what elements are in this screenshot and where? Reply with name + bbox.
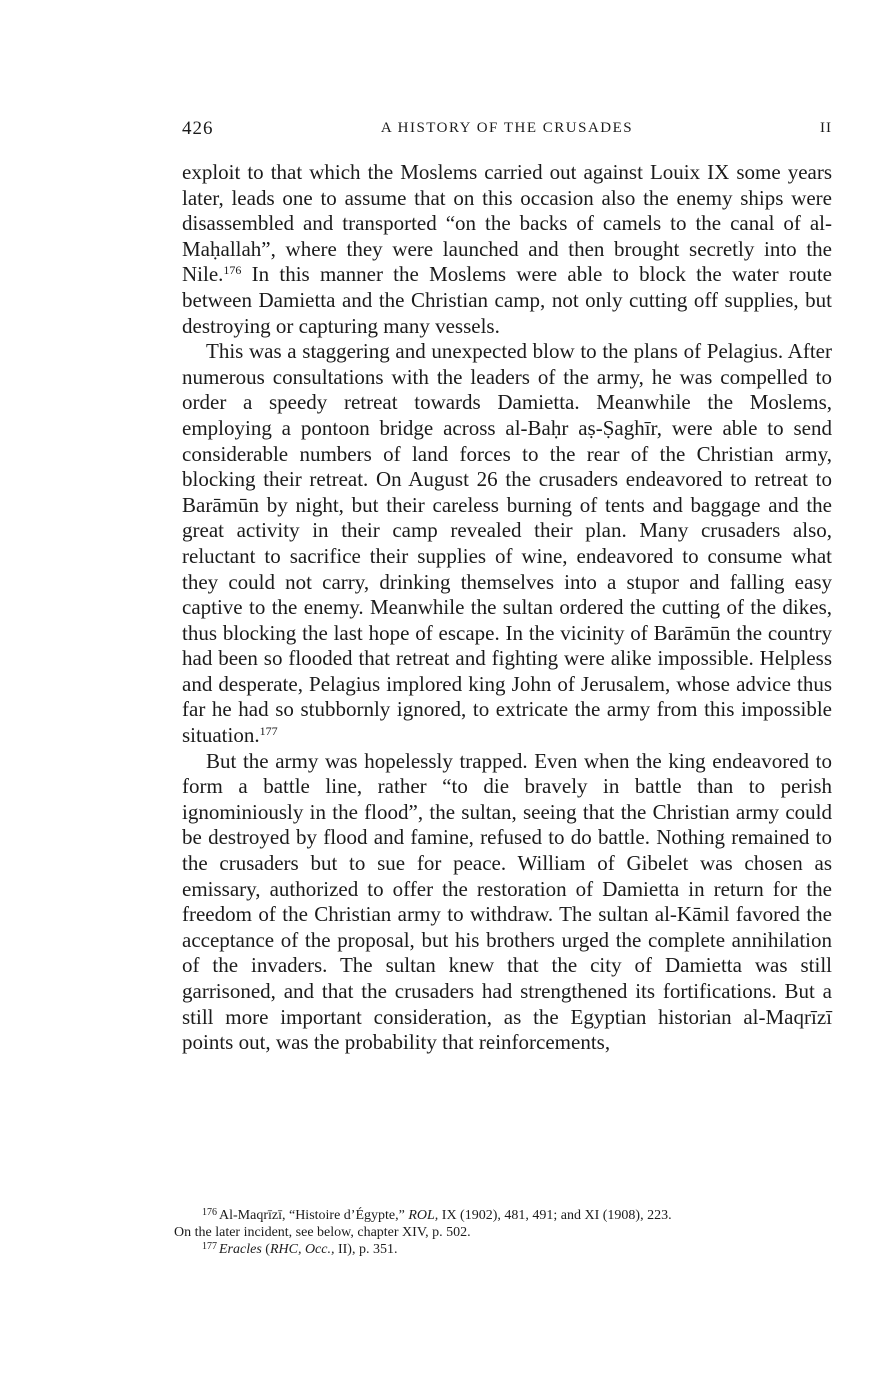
- footnote-177-sep: (: [261, 1242, 270, 1257]
- body-text: [182, 160, 832, 1056]
- paragraph-2: [182, 339, 832, 749]
- footnote-176-continuation: On the later incident, see below, chapter XIV, p. 502.: [174, 1225, 471, 1240]
- footnote-177-mark: 177: [202, 1241, 217, 1252]
- paragraph-1: [182, 160, 832, 339]
- paragraph-2-text: This was a staggering and unexpected blow to the plans of Pelagius. After numerous consultations with the leaders of the army, he was compelled to order a speedy retreat towards Damietta. Meanwhile the Moslems, employing a pontoon bridge across al-Baḥr aṣ-Ṣaghīr, were able to send considerable numbers of land forces to the rear of the Christian army, blocking their retreat. On August 26 the crusaders endeavored to retreat to Barāmūn by night, but their careless burning of tents and baggage and the great activity in their camp revealed their plan. Many crusaders also, reluctant to sacrifice their supplies of wine, endeavored to consume what they could not carry, drinking themselves into a stupor and falling easy captive to the enemy. Meanwhile the sultan ordered the cutting of the dikes, thus blocking the last hope of escape. In the vicinity of Barāmūn the country had been so flooded that retreat and fighting were alike impossible. Helpless and desperate, Pelagius implored king John of Jerusalem, whose advice thus far he had so stubbornly ignored, to extricate the army from this impossible situation.: [182, 339, 832, 748]
- paragraph-3: [182, 749, 832, 1056]
- footnote-177-source: Eracles: [219, 1242, 262, 1257]
- footnotes: [174, 1207, 832, 1258]
- paragraph-1-text: exploit to that which the Moslems carried out against Louix IX some years later, leads one to assume that on this occasion also the enemy ships were disassembled and transported “on the backs of camels to the canal of al-Maḥallah”, where they were launched and then brought secretly into the Nile.: [182, 160, 832, 287]
- footnote-177-tail: II), p. 351.: [334, 1242, 398, 1257]
- footnote-ref-176: 176: [223, 263, 242, 278]
- paragraph-3-text: But the army was hopelessly trapped. Even when the king endeavored to form a battle line, rather “to die bravely in battle than to perish ignominiously in the flood”, the sultan, seeing that the Christian army could be destroyed by flood and famine, refused to do battle. Nothing remained to the crusaders but to sue for peace. William of Gibelet was chosen as emissary, authorized to offer the restoration of Damietta in return for the freedom of the Christian army to withdraw. The sultan al-Kāmil favored the acceptance of the proposal, but his brothers urged the complete annihilation of the invaders. The sultan knew that the city of Damietta was still garrisoned, and that the crusaders had strengthened its fortifications. But a still more important consideration, as the Egyptian historian al-Maqrīzī points out, was the probability that reinforcements,: [182, 748, 832, 1055]
- footnote-176-mark: 176: [202, 1207, 217, 1218]
- running-title: A HISTORY OF THE CRUSADES: [380, 120, 634, 136]
- paragraph-1-tail: In this manner the Moslems were able to block the water route between Damietta and the Christian camp, not only cutting off supplies, but destroying or capturing many vessels.: [182, 262, 832, 338]
- footnote-176: [174, 1207, 832, 1224]
- footnote-176-journal: ROL,: [408, 1208, 439, 1223]
- footnote-177-collection: RHC, Occ.,: [269, 1242, 335, 1257]
- footnote-176-text-b: IX (1902), 481, 491; and XI (1908), 223.: [438, 1208, 672, 1223]
- footnote-176-text-a: Al-Maqrīzī, “Histoire d’Égypte,”: [219, 1208, 409, 1223]
- volume-number: II: [820, 120, 832, 136]
- footnote-ref-177: 177: [259, 724, 278, 739]
- footnote-177: [174, 1241, 832, 1258]
- running-head: [182, 118, 832, 138]
- page-number: 426: [182, 118, 214, 139]
